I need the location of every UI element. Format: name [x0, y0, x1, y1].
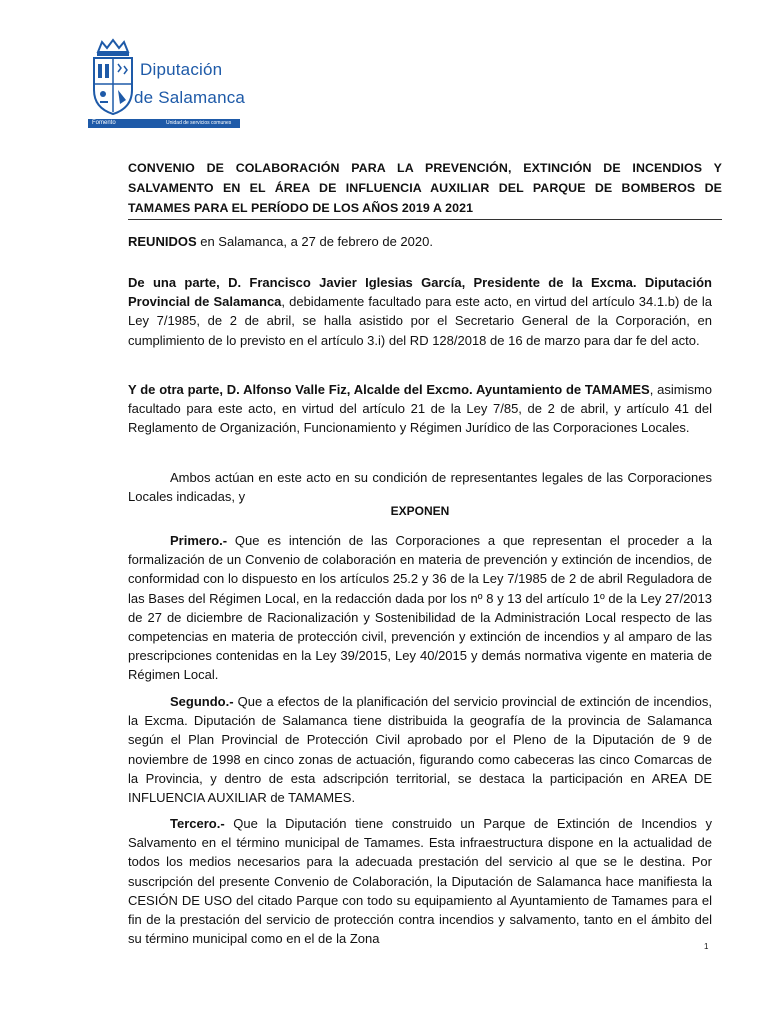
primero-text: Que es intención de las Corporaciones a que representan el proceder a la formalización de un Convenio de colaboración en materia de prevención y extinción de incendios, de conformidad con lo dispuesto en los artículos 25.2 y 36 de la Ley 7/1985 de 2 de abril Reguladora de las Bases del Régimen Local, en la redacción dada por los nº 8 y 13 del artículo 1º de la Ley 27/2013 de 27 de diciembre de Racionalización y Sostenibilidad de la Administración Local respecto de las competencias en materia de protección civil, prevención y extinción de incendios y al amparo de las prescripciones contenidas en la Ley 39/2015, Ley 40/2015 y demás normativa vigente en materia de Régimen Local.: [128, 533, 712, 683]
parte2-paragraph: [128, 380, 712, 438]
reunidos-paragraph: [128, 232, 712, 251]
logo-band-right-text: Unidad de servicios comunes: [166, 120, 232, 126]
parte1-paragraph: [128, 273, 712, 350]
segundo-label: Segundo.-: [170, 694, 234, 709]
parte1-text: , debidamente facultado para este acto, en virtud del artículo 34.1.b) de la Ley 7/1985, de 2 de abril, se halla asistido por el Secretario General de la Corporación, en cumplimiento de lo previsto en el artículo 3.i) del RD 128/2018 de 16 de marzo para dar fe del acto.: [128, 294, 713, 348]
parte2-bold: Y de otra parte, D. Alfonso Valle Fiz, Alcalde del Excmo. Ayuntamiento de TAMAMES: [128, 382, 650, 397]
document-title: CONVENIO DE COLABORACIÓN PARA LA PREVENCIÓN, EXTINCIÓN DE INCENDIOS Y SALVAMENTO EN EL ÁREA DE INFLUENCIA AUXILIAR DEL PARQUE DE BOMBEROS DE TAMAMES PARA EL PERÍODO DE LOS AÑOS 2019 A 2021: [128, 158, 722, 220]
reunidos-label: REUNIDOS: [128, 234, 197, 249]
diputacion-logo: [88, 38, 248, 133]
reunidos-text: en Salamanca, a 27 de febrero de 2020.: [196, 234, 433, 249]
page-number: 1: [704, 942, 709, 951]
tercero-label: Tercero.-: [170, 816, 225, 831]
logo-text-salamanca: de Salamanca: [134, 88, 246, 107]
ambos-paragraph: Ambos actúan en este acto en su condición de representantes legales de las Corporaciones Locales indicadas, y: [128, 470, 712, 505]
primero-paragraph: [128, 531, 712, 685]
logo-band-left-text: Fomento: [92, 120, 116, 126]
logo-text-diputacion: Diputación: [140, 60, 223, 79]
tercero-paragraph: [128, 814, 712, 948]
parte2-text: , asimismo facultado para este acto, en virtud del artículo 21 de la Ley 7/85, de 2 de abril, y artículo 41 del Reglamento de Organización, Funcionamiento y Régimen Jurídico de las Corporaciones Locales.: [128, 382, 713, 436]
segundo-text: Que a efectos de la planificación del servicio provincial de extinción de incendios, la Excma. Diputación de Salamanca tiene distribuida la geografía de la provincia de Salamanca según el Plan Provincial de Protección Civil aprobado por el Pleno de la Diputación de 9 de noviembre de 1998 en cinco zonas de actuación, figurando como cabeceras las cinco Comarcas de la Provincia, y dentro de esta adscripción territorial, se destaca la participación en AREA DE INFLUENCIA AUXILIAR de TAMAMES.: [128, 694, 712, 806]
segundo-paragraph: [128, 692, 712, 807]
exponen-heading: EXPONEN: [390, 504, 450, 518]
coat-of-arms-icon: [88, 38, 138, 118]
tercero-text: Que la Diputación tiene construido un Parque de Extinción de Incendios y Salvamento en el término municipal de Tamames. Esta infraestructura dispone en la actualidad de todos los medios necesarios para la adecuada prestación del servicio al que se le destina. Por suscripción del presente Convenio de Colaboración, la Diputación de Salamanca hace manifiesta la CESIÓN DE USO del citado Parque con todo su equipamiento al Ayuntamiento de Tamames para el fin de la prestación del servicio de protección contra incendios y salvamento, tanto en el ámbito del su término municipal como en el de la Zona: [128, 816, 712, 947]
parte1-bold: De una parte, D. Francisco Javier Iglesias García, Presidente de la Excma. Diputación Provincial de Salamanca: [128, 275, 712, 310]
primero-label: Primero.-: [170, 533, 228, 548]
